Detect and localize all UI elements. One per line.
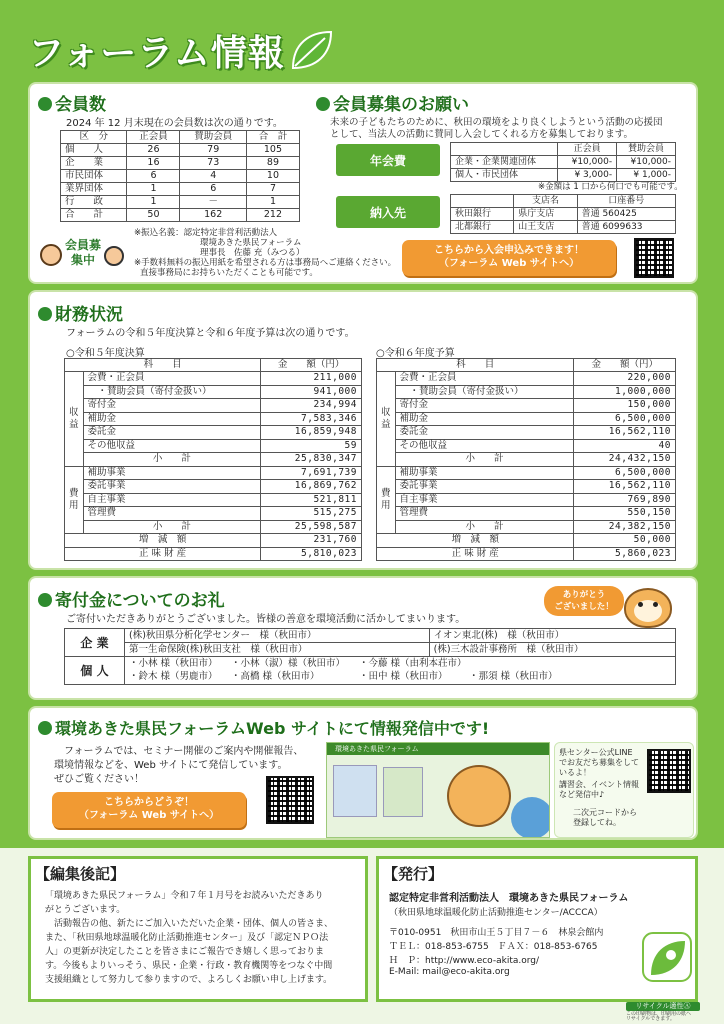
donation-card	[28, 576, 698, 700]
table-row: 合 計 50 162 212	[61, 209, 300, 222]
table-row: その他収益 40	[377, 439, 676, 453]
table-row: 業界団体 1 6 7	[61, 183, 300, 196]
publisher-hp[interactable]: Ｈ Ｐ：http://www.eco-akita.org/	[389, 956, 540, 966]
table-row: 委託事業 16,869,762	[65, 480, 362, 494]
members-note-2: 環境あきた県民フォーラム	[200, 238, 302, 248]
table-row: 補助金 6,500,000	[377, 412, 676, 426]
web-text-1: フォーラムでは、セミナー開催のご案内や開催報告、	[64, 746, 304, 757]
line-text: など発信中♪	[559, 790, 605, 799]
globe-icon	[511, 797, 550, 838]
table-row: 収益 会費・正会員 220,000	[377, 372, 676, 386]
editor-heading: 【編集後記】	[35, 865, 126, 883]
table-row: 増 減 額 231,760	[65, 534, 362, 548]
line-text: 県センター公式LINE	[559, 748, 633, 757]
line-text: いるよ！	[559, 768, 591, 777]
web-text-2: 環境情報などを、Web サイトにて発信しています。	[54, 760, 288, 771]
members-table	[60, 130, 300, 222]
table-row: ・賛助会員（寄付金扱い） 1,000,000	[377, 385, 676, 399]
site-bar: 環境あきた県民フォーラム	[327, 743, 549, 755]
bank-table	[450, 194, 676, 234]
web-card	[28, 706, 698, 840]
table-row: 正 味 財 産 5,860,023	[377, 547, 676, 561]
donor-person: ・小林 様（秋田市）	[129, 657, 218, 669]
donors-table	[64, 628, 676, 685]
fee-label: 年会費	[336, 144, 440, 176]
table-row: 市民団体 6 4 10	[61, 170, 300, 183]
web-button-label: こちらからどうぞ！	[104, 797, 194, 808]
recruit-heading: 会員募集のお願い	[316, 90, 469, 115]
web-heading: 環境あきた県民フォーラムWeb サイトにて情報発信中です!	[38, 716, 489, 739]
line-qr-code[interactable]	[647, 749, 691, 793]
table-row: その他収益 59	[65, 439, 362, 453]
person-icon	[104, 246, 124, 266]
members-note-5: 直接事務局にお持ちいただくことも可能です。	[140, 268, 318, 278]
table-row: 企業・企業関連団体 ¥10,000- ¥10,000-	[451, 156, 676, 169]
table-row: 科 目 金 額（円）	[377, 359, 676, 372]
table-row: 企 業 16 73 89	[61, 157, 300, 170]
table-row: 個 人 ・小林 様（秋田市） ・小林（淑）様（秋田市） ・今藤 様（由利本荘市）	[65, 657, 676, 671]
members-intro: 2024 年 12 月末現在の会員数は次の通りです。	[66, 118, 283, 129]
recruit-intro-1: 未来の子どもたちのために、秋田の環境をより良くしようという活動の応援団	[330, 117, 663, 128]
finance-table-r5	[64, 358, 362, 561]
donor-person: ・鈴木 様（男鹿市）	[129, 671, 218, 683]
publisher-sub: （秋田県地球温暖化防止活動推進センター/ACCCA）	[389, 908, 603, 918]
publisher-mail[interactable]: E-Mail: mail@eco-akita.org	[389, 967, 510, 977]
table-row: 個人・市民団体 ¥ 3,000- ¥ 1,000-	[451, 169, 676, 182]
mascot-icon	[447, 765, 511, 827]
badge-text: 会員募集中	[64, 238, 101, 267]
leaf-logo-icon	[641, 931, 693, 983]
table-row: 正 味 財 産 5,810,023	[65, 547, 362, 561]
line-promo	[554, 742, 694, 838]
website-screenshot	[326, 742, 550, 838]
mascot-icon	[618, 580, 678, 628]
donation-heading: 寄付金についてのお礼	[38, 586, 225, 611]
donor-person: ・高橋 様（秋田市）	[231, 671, 320, 683]
table-row	[65, 671, 676, 685]
finance-heading: 財務状況	[38, 300, 123, 325]
line-text: 講習会、イベント情報	[559, 780, 639, 789]
web-qr-code[interactable]	[266, 776, 314, 824]
members-note-3: 理事長 佐藤 充（みつる）	[200, 248, 305, 258]
table-row: 小 計 24,382,150	[377, 520, 676, 534]
donor-person: ・今藤 様（由利本荘市）	[359, 657, 467, 669]
table-row: 寄付金 234,994	[65, 399, 362, 413]
publisher-tel: ＴＥＬ：018-853-6755 ＦＡＸ：018-853-6765	[389, 942, 598, 952]
recycle-mark	[626, 1002, 700, 1022]
editor-body: 「環境あきた県民フォーラム」令和７年１月号をお読みいただきあり がとうございます。 活動報告の他、新たにご加入いただいた企業・団体、個人の皆さま、 また、「秋田県地球温暖化防止活動推進センター」及び「認定ＮＰＯ法 人」の更新が決定したことを皆さまにご報告でき嬉しく思っておりま す。今後もよりいっそう、県民・企業・行政・教育機関等をつなぐ中間 支援組織として努力して参りますので、よろしくお願い申し上げます。	[45, 891, 334, 985]
web-site-button[interactable]	[52, 792, 246, 828]
table-row: 補助金 7,583,346	[65, 412, 362, 426]
members-heading: 会員数	[38, 90, 106, 115]
table-row: 企 業 (株)秋田県分析化学センター 様（秋田市） イオン東北(株) 様（秋田市）	[65, 629, 676, 643]
publisher-org: 認定特定非営利活動法人 環境あきた県民フォーラム	[389, 893, 629, 904]
header	[28, 22, 333, 78]
publisher-card	[376, 856, 698, 1002]
line-text: でお友だち募集をして	[559, 758, 639, 767]
finance-table-r6	[376, 358, 676, 561]
finance-card	[28, 290, 698, 570]
recycle-note: リサイクルできます。	[626, 1016, 675, 1022]
fee-table	[450, 142, 676, 182]
apply-button[interactable]	[402, 240, 616, 276]
members-note-1: ※振込名義：認定特定非営利活動法人	[134, 228, 278, 238]
donation-intro: ご寄付いただきありがとうございました。皆様の善意を環境活動に活かしてまいります。	[66, 614, 466, 625]
table-row: 管理費 550,150	[377, 507, 676, 521]
table-row: 委託金 16,859,948	[65, 426, 362, 440]
line-text: 登録してね。	[573, 818, 621, 827]
web-button-sub: （フォーラム Web サイトへ）	[78, 810, 220, 821]
members-note-4: ※手数料無料の振込用紙を希望される方は事務局へご連絡ください。	[134, 258, 397, 268]
finance-table-title: ○令和５年度決算	[66, 348, 145, 359]
leaf-icon	[289, 28, 333, 72]
recycle-note: この印刷物は、印刷用の紙へ	[626, 1011, 692, 1017]
table-row: 費用 補助事業 6,500,000	[377, 466, 676, 480]
person-icon	[40, 244, 62, 266]
table-row: 委託金 16,562,110	[377, 426, 676, 440]
table-row: 自主事業 521,811	[65, 493, 362, 507]
table-row: 正会員 賛助会員	[451, 143, 676, 156]
table-row: 北都銀行 山王支店 普通 6099633	[451, 221, 676, 234]
table-row: 寄付金 150,000	[377, 399, 676, 413]
publisher-address: 〒010-0951 秋田市山王５丁目７－６ 林泉会館内	[389, 928, 604, 938]
donor-person: ・那須 様（秋田市）	[469, 671, 558, 683]
table-row: ・賛助会員（寄付金扱い） 941,000	[65, 385, 362, 399]
apply-qr-code[interactable]	[634, 238, 674, 278]
apply-button-sub: （フォーラム Web サイトへ）	[438, 258, 580, 269]
editor-card	[28, 856, 368, 1002]
table-row: 秋田銀行 県庁支店 普通 560425	[451, 208, 676, 221]
table-row: 自主事業 769,890	[377, 493, 676, 507]
table-row: 科 目 金 額（円）	[65, 359, 362, 372]
publisher-heading: 【発行】	[383, 865, 444, 883]
table-row: 収益 会費・正会員 211,000	[65, 372, 362, 386]
table-row: 支店名 口座番号	[451, 195, 676, 208]
bank-label: 納入先	[336, 196, 440, 228]
table-row: 行 政 1 － 1	[61, 196, 300, 209]
table-row: 個 人 26 79 105	[61, 144, 300, 157]
page-title: フォーラム情報	[28, 32, 285, 74]
table-row: 増 減 額 50,000	[377, 534, 676, 548]
table-row: 小 計 24,432,150	[377, 453, 676, 467]
web-text-3: ぜひご覧ください！	[54, 774, 144, 785]
thanks-bubble: ありがとう ございました！	[544, 586, 624, 616]
table-row: 第一生命保険(株)秋田支社 様（秋田市） (株)三木設計事務所 様（秋田市）	[65, 643, 676, 657]
table-row: 委託事業 16,562,110	[377, 480, 676, 494]
table-row: 管理費 515,275	[65, 507, 362, 521]
table-row: 小 計 25,830,347	[65, 453, 362, 467]
members-card	[28, 82, 698, 284]
recruit-badge	[40, 230, 126, 282]
table-row: 費用 補助事業 7,691,739	[65, 466, 362, 480]
recruit-intro-2: として、当法人の活動に賛同し入会してくれる方を募集しております。	[330, 129, 634, 140]
table-row: 区 分 正会員 賛助会員 合 計	[61, 131, 300, 144]
donor-person: ・小林（淑）様（秋田市）	[231, 657, 346, 669]
finance-intro: フォーラムの令和５年度決算と令和６年度予算は次の通りです。	[66, 328, 355, 339]
line-text: 二次元コードから	[573, 808, 637, 817]
donor-person: ・田中 様（秋田市）	[359, 671, 448, 683]
fee-note: ※金額は 1 口から何口でも可能です。	[538, 182, 683, 192]
finance-table-title: ○令和６年度予算	[376, 348, 455, 359]
apply-button-label: こちらから入会申込みできます！	[434, 245, 584, 256]
table-row: 小 計 25,598,587	[65, 520, 362, 534]
recycle-label: リサイクル適性Ⓐ	[626, 1002, 700, 1011]
